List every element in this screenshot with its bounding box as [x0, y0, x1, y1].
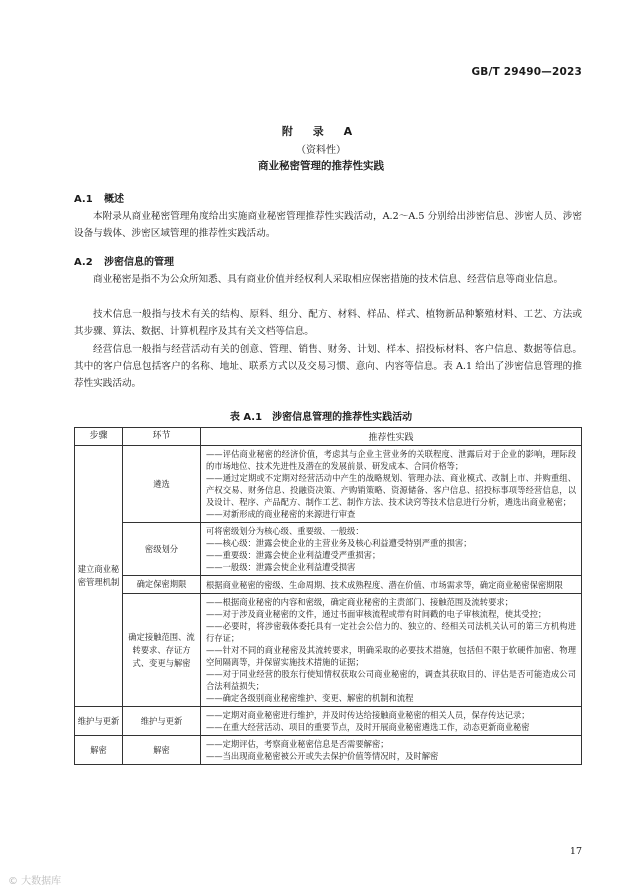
table-row: [75, 594, 582, 707]
table-row: [75, 576, 582, 594]
practice-line: ——定期评估，考察商业秘密信息是否需要解密；: [206, 739, 389, 749]
practice-line: ——针对不同的商业秘密及其流转要求，明确采取的必要技术措施，包括但不限于软硬件加密、物理空间隔离等，并保留实施技术措施的证据；: [206, 645, 576, 667]
table-row: [75, 446, 582, 523]
link-cell: 维护与更新: [123, 707, 201, 736]
practice-line: 可将密级划分为核心级、重要级、一般级：: [206, 526, 364, 536]
section-number: A.2: [74, 257, 93, 268]
section-title: 概述: [104, 194, 124, 205]
practice-cell: [201, 523, 582, 576]
standard-code: GB/T 29490—2023: [471, 66, 582, 78]
practice-line: ——根据商业秘密的内容和密级，确定商业秘密的主责部门、接触范围及流转要求；: [206, 597, 513, 607]
practice-cell: [201, 736, 582, 765]
watermark-logo: © 大数据库: [8, 876, 62, 887]
practice-line: ——确定各级别商业秘密维护、变更、解密的机制和流程: [206, 693, 414, 703]
practice-cell: [201, 576, 582, 594]
practice-line: ——对新形成的商业秘密的来源进行审查: [206, 509, 356, 519]
practice-line: ——当出现商业秘密被公开或失去保护价值等情况时，及时解密: [206, 751, 439, 761]
section-title: 涉密信息的管理: [104, 257, 174, 268]
paragraph: 技术信息一般指与技术有关的结构、原料、组分、配方、材料、样品、样式、植物新品种繁殖材料、工艺、方法或其步骤、算法、数据、计算机程序及其有关文档等信息。: [74, 309, 582, 337]
paragraph: 商业秘密是指不为公众所知悉、具有商业价值并经权利人采取相应保密措施的技术信息、经营信息等商业信息。: [93, 274, 564, 285]
link-cell: 确定保密期限: [123, 576, 201, 594]
table-row: [75, 707, 582, 736]
practice-line: ——重要级：泄露会使企业利益遭受严重损害；: [206, 550, 381, 560]
link-cell: 确定接触范围、流转要求、存证方式、变更与解密: [123, 594, 201, 707]
table-row: [75, 523, 582, 576]
table-caption: 表 A.1 涉密信息管理的推荐性实践活动: [229, 412, 413, 423]
practice-line: ——核心级：泄露会使企业的主营业务及核心利益遭受特别严重的损害；: [206, 538, 472, 548]
practice-line: ——对于同业经营的股东行使知情权获取公司商业秘密的，调查其获取目的、评估是否可能造成公司合法利益损失；: [206, 669, 576, 691]
practice-line: ——定期对商业秘密进行维护，并及时传达给接触商业秘密的相关人员，保存传达记录；: [206, 710, 530, 720]
practice-cell: [201, 594, 582, 707]
page-number: 17: [569, 846, 582, 857]
practice-line: ——在重大经营活动、项目的重要节点，及时开展商业秘密遴选工作，动态更新商业秘密: [206, 722, 530, 732]
practice-line: ——必要时，将涉密载体委托具有一定社会公信力的、独立的、经相关司法机关认可的第三方机构进行存证；: [206, 621, 576, 643]
practice-line: 根据商业秘密的密级、生命周期、技术成熟程度、潜在价值、市场需求等，确定商业秘密保密期限: [206, 579, 563, 590]
table-header-row: [75, 428, 582, 446]
practice-line: ——对于涉及商业秘密的文件，通过书面审核流程或带有时间戳的电子审核流程，使其受控；: [206, 609, 547, 619]
link-cell: 解密: [123, 736, 201, 765]
link-cell: 密级划分: [123, 523, 201, 576]
link-cell: 遴选: [123, 446, 201, 523]
section-a2-heading: [74, 253, 174, 268]
practice-cell: [201, 707, 582, 736]
header-step: 步骤: [75, 428, 123, 446]
practice-line: ——一般级：泄露会使企业利益遭受损害: [206, 562, 356, 572]
practice-line: ——评估商业秘密的经济价值，考虑其与企业主营业务的关联程度、泄露后对于企业的影响，理际段的市场地位、技术先进性及潜在的发展前景、研发成本、合同价格等；: [206, 449, 576, 471]
practice-line: ——通过定期或不定期对经营活动中产生的战略规划、管理办法、商业模式、改制上市、并购重组、产权交易、财务信息、投融资决策、产购销策略、资源储备、客户信息、招投标事项等经营信息，以及设计、程序、产品配方、制作工艺、制作方法、技术诀窍等技术信息进行分析，遴选出商业秘密；: [206, 473, 576, 507]
step-cell: 建立商业秘密管理机制: [75, 446, 123, 707]
step-cell: 解密: [75, 736, 123, 765]
annex-title: 附 录 A: [281, 125, 361, 138]
practice-table: [74, 427, 582, 765]
header-link: 环节: [123, 428, 201, 446]
annex-type: （资料性）: [296, 145, 346, 156]
practice-cell: [201, 446, 582, 523]
annex-name: 商业秘密管理的推荐性实践: [258, 160, 384, 172]
header-practice: 推荐性实践: [201, 428, 582, 446]
paragraph: 本附录从商业秘密管理角度给出实施商业秘密管理推荐性实践活动，A.2～A.5 分别给出涉密信息、涉密人员、涉密设备与载体、涉密区域管理的推荐性实践活动。: [74, 211, 582, 239]
section-a1-heading: [74, 190, 124, 205]
table-row: [75, 736, 582, 765]
section-number: A.1: [74, 194, 93, 205]
paragraph: 经营信息一般指与经营活动有关的创意、管理、销售、财务、计划、样本、招投标材料、客户信息、数据等信息。其中的客户信息包括客户的名称、地址、联系方式以及交易习惯、意向、内容等信息。表 A.1 给出了涉密信息管理的推荐性实践活动。: [74, 344, 582, 389]
step-cell: 维护与更新: [75, 707, 123, 736]
